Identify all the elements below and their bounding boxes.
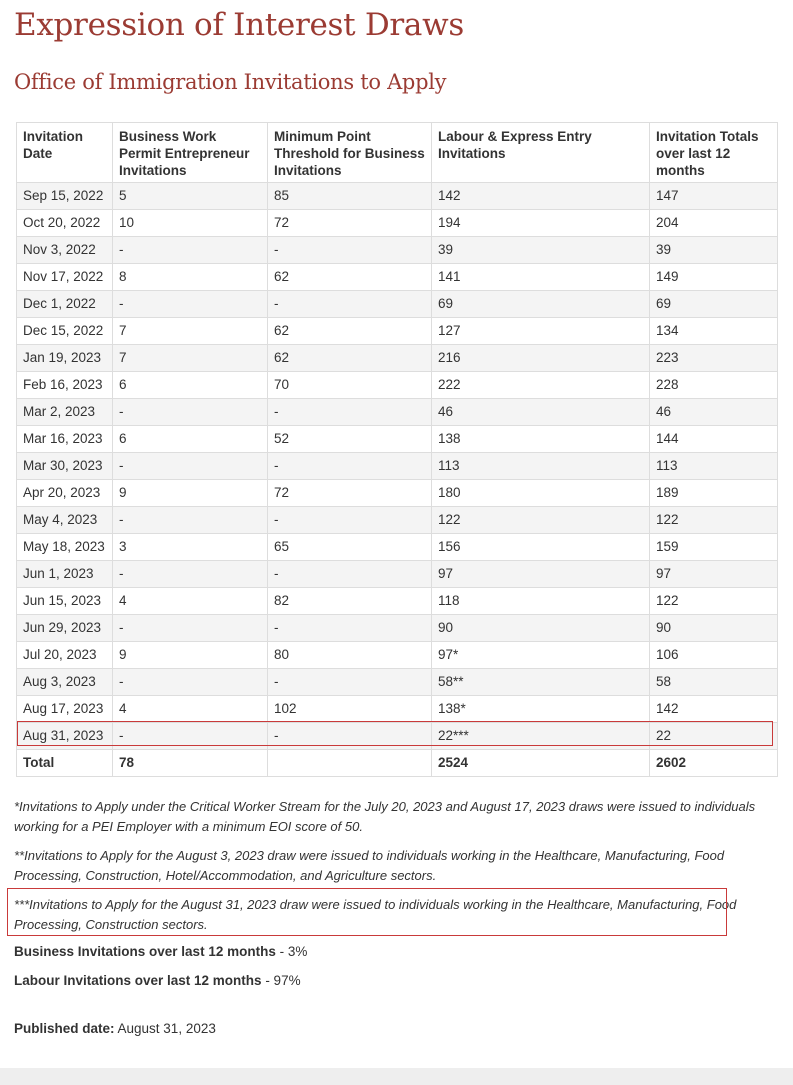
cell-date: Jul 20, 2023 [17,642,113,669]
cell-threshold: - [268,453,432,480]
cell-threshold: 62 [268,264,432,291]
cell-threshold: - [268,669,432,696]
cell-date: Mar 2, 2023 [17,399,113,426]
cell-total: 90 [650,615,778,642]
cell-date: May 18, 2023 [17,534,113,561]
cell-total: 106 [650,642,778,669]
cell-threshold: 70 [268,372,432,399]
footnotes [14,797,779,944]
cell-labour: 97* [432,642,650,669]
table-row [17,426,778,453]
cell-labour: 22*** [432,723,650,750]
cell-business: - [113,561,268,588]
cell-threshold: - [268,399,432,426]
cell-date: Dec 1, 2022 [17,291,113,318]
table-footer [17,750,778,777]
total-threshold [268,750,432,777]
cell-business: 5 [113,183,268,210]
cell-threshold: 52 [268,426,432,453]
table-row [17,183,778,210]
cell-date: Oct 20, 2022 [17,210,113,237]
cell-labour: 69 [432,291,650,318]
table-row [17,642,778,669]
cell-labour: 122 [432,507,650,534]
cell-business: - [113,291,268,318]
cell-date: Feb 16, 2023 [17,372,113,399]
eoi-draws-table [16,122,778,777]
header-invitation-totals: Invitation Totals over last 12 months [650,123,778,183]
table-row [17,399,778,426]
cell-threshold: 65 [268,534,432,561]
total-label: Total [17,750,113,777]
cell-labour: 222 [432,372,650,399]
cell-date: May 4, 2023 [17,507,113,534]
cell-total: 144 [650,426,778,453]
table-row [17,372,778,399]
table-row [17,453,778,480]
total-row [17,750,778,777]
cell-business: - [113,669,268,696]
published-label: Published date: [14,1021,115,1036]
table-row [17,669,778,696]
cell-threshold: - [268,561,432,588]
cell-date: Sep 15, 2022 [17,183,113,210]
cell-business: 7 [113,345,268,372]
cell-date: Jan 19, 2023 [17,345,113,372]
cell-business: - [113,237,268,264]
cell-threshold: 72 [268,210,432,237]
cell-total: 159 [650,534,778,561]
header-row [17,123,778,183]
cell-threshold: 82 [268,588,432,615]
cell-business: 9 [113,480,268,507]
cell-labour: 127 [432,318,650,345]
invitation-stats [14,943,307,1001]
cell-total: 147 [650,183,778,210]
cell-date: Aug 17, 2023 [17,696,113,723]
table-row [17,210,778,237]
cell-threshold: - [268,615,432,642]
table-row [17,561,778,588]
cell-total: 39 [650,237,778,264]
cell-total: 223 [650,345,778,372]
cell-total: 134 [650,318,778,345]
business-stat-label: Business Invitations over last 12 months [14,944,276,959]
cell-labour: 90 [432,615,650,642]
table-row [17,534,778,561]
business-stat-value: - 3% [275,944,308,959]
cell-business: 3 [113,534,268,561]
cell-threshold: 85 [268,183,432,210]
page-title: Expression of Interest Draws [14,7,464,43]
cell-threshold: 72 [268,480,432,507]
cell-labour: 156 [432,534,650,561]
table-row [17,480,778,507]
cell-threshold: 102 [268,696,432,723]
cell-business: 6 [113,372,268,399]
cell-business: 4 [113,696,268,723]
cell-date: Mar 16, 2023 [17,426,113,453]
cell-total: 58 [650,669,778,696]
cell-total: 113 [650,453,778,480]
business-invitations-stat [14,943,307,960]
cell-total: 189 [650,480,778,507]
cell-labour: 194 [432,210,650,237]
cell-threshold: 80 [268,642,432,669]
labour-stat-value: - 97% [261,973,301,988]
footnote-triple-asterisk: ***Invitations to Apply for the August 31, 2023 draw were issued to individuals working in the Healthcare, Manufacturing, Food Processing, Construction sectors. [14,897,737,932]
cell-labour: 97 [432,561,650,588]
footnote-double-asterisk: **Invitations to Apply for the August 3, 2023 draw were issued to individuals working in the Healthcare, Manufacturing, Food Processing, Construction, Hotel/Accommodation, and Agriculture sectors. [14,848,725,883]
cell-date: Aug 31, 2023 [17,723,113,750]
cell-date: Jun 1, 2023 [17,561,113,588]
cell-date: Mar 30, 2023 [17,453,113,480]
cell-labour: 216 [432,345,650,372]
published-date [14,1021,216,1036]
header-invitation-date: Invitation Date [17,123,113,183]
cell-date: Nov 3, 2022 [17,237,113,264]
cell-total: 142 [650,696,778,723]
cell-business: 9 [113,642,268,669]
table-row [17,318,778,345]
cell-labour: 141 [432,264,650,291]
cell-total: 204 [650,210,778,237]
cell-total: 149 [650,264,778,291]
cell-business: 10 [113,210,268,237]
cell-threshold: 62 [268,345,432,372]
cell-date: Jun 15, 2023 [17,588,113,615]
cell-labour: 138* [432,696,650,723]
table-row [17,237,778,264]
cell-labour: 39 [432,237,650,264]
header-business-invitations: Business Work Permit Entrepreneur Invitations [113,123,268,183]
header-minimum-point-threshold: Minimum Point Threshold for Business Invitations [268,123,432,183]
cell-date: Nov 17, 2022 [17,264,113,291]
page-content [14,0,779,96]
published-value: August 31, 2023 [114,1021,216,1036]
cell-business: 4 [113,588,268,615]
cell-total: 97 [650,561,778,588]
table-row [17,723,778,750]
cell-business: 6 [113,426,268,453]
table-body [17,183,778,750]
labour-stat-label: Labour Invitations over last 12 months [14,973,262,988]
cell-total: 22 [650,723,778,750]
cell-business: - [113,507,268,534]
cell-date: Dec 15, 2022 [17,318,113,345]
table-row [17,615,778,642]
cell-business: - [113,615,268,642]
cell-labour: 113 [432,453,650,480]
cell-threshold: 62 [268,318,432,345]
cell-total: 46 [650,399,778,426]
cell-business: - [113,453,268,480]
cell-total: 228 [650,372,778,399]
page-footer-bar [0,1068,793,1085]
cell-date: Jun 29, 2023 [17,615,113,642]
footnote-single-asterisk: *Invitations to Apply under the Critical Worker Stream for the July 20, 2023 and August 17, 2023 draws were issued to individuals working for a PEI Employer with a minimum EOI score of 50. [14,799,756,834]
cell-labour: 118 [432,588,650,615]
table-header [17,123,778,183]
table-row [17,291,778,318]
cell-labour: 138 [432,426,650,453]
cell-labour: 46 [432,399,650,426]
cell-threshold: - [268,507,432,534]
cell-labour: 58** [432,669,650,696]
cell-total: 122 [650,588,778,615]
total-labour: 2524 [432,750,650,777]
header-labour-invitations: Labour & Express Entry Invitations [432,123,650,183]
table-row [17,264,778,291]
cell-business: - [113,723,268,750]
cell-threshold: - [268,291,432,318]
cell-labour: 142 [432,183,650,210]
labour-invitations-stat [14,972,307,989]
table-row [17,345,778,372]
total-invitations: 2602 [650,750,778,777]
cell-total: 69 [650,291,778,318]
cell-threshold: - [268,723,432,750]
cell-labour: 180 [432,480,650,507]
table-row [17,507,778,534]
cell-business: 8 [113,264,268,291]
cell-business: 7 [113,318,268,345]
table-row [17,588,778,615]
cell-total: 122 [650,507,778,534]
cell-date: Apr 20, 2023 [17,480,113,507]
table-row [17,696,778,723]
cell-business: - [113,399,268,426]
total-business: 78 [113,750,268,777]
cell-date: Aug 3, 2023 [17,669,113,696]
cell-threshold: - [268,237,432,264]
section-title: Office of Immigration Invitations to Apply [14,70,447,94]
